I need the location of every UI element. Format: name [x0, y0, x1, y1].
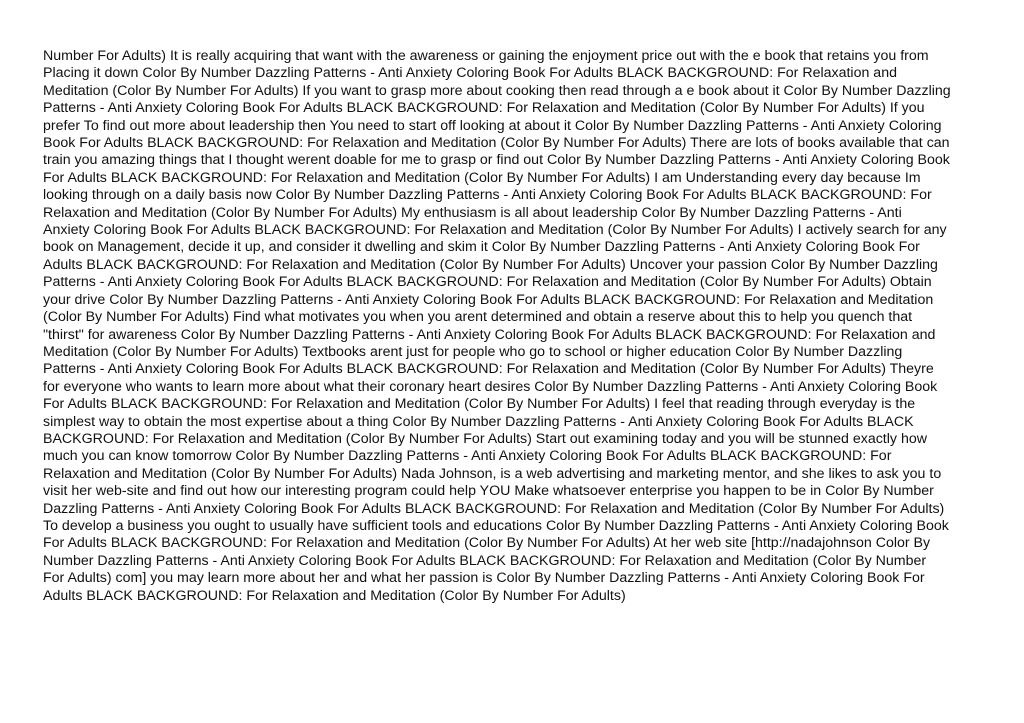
text-line: prefer To find out more about leadership then You need to start off looking at about it Color By Number Dazzling Patterns - Anti Anxiety Coloring: [43, 117, 942, 134]
text-line: Adults BLACK BACKGROUND: For Relaxation and Meditation (Color By Number For Adults): [43, 587, 626, 604]
text-line: Number Dazzling Patterns - Anti Anxiety Coloring Book For Adults BLACK BACKGROUND: For Relaxation and Meditation (Color By Number: [43, 552, 927, 569]
text-line: your drive Color By Number Dazzling Patterns - Anti Anxiety Coloring Book For Adults BLACK BACKGROUND: For Relaxation and Meditation: [43, 291, 934, 308]
text-line: Placing it down Color By Number Dazzling Patterns - Anti Anxiety Coloring Book For Adults BLACK BACKGROUND: For Relaxation and: [43, 65, 897, 82]
text-line: simplest way to obtain the most expertise about a thing Color By Number Dazzling Patterns - Anti Anxiety Coloring Book For Adults BLACK: [43, 413, 914, 430]
text-line: Adults BLACK BACKGROUND: For Relaxation and Meditation (Color By Number For Adults) Uncover your passion Color By Number Dazzling: [43, 256, 938, 273]
text-line: For Adults BLACK BACKGROUND: For Relaxation and Meditation (Color By Number For Adults) At her web site [http://nadajohnson Color By: [43, 535, 931, 552]
text-line: much you can know tomorrow Color By Number Dazzling Patterns - Anti Anxiety Coloring Book For Adults BLACK BACKGROUND: For: [43, 448, 892, 465]
document-page: [43, 48, 983, 605]
text-line: train you amazing things that I thought werent doable for me to grasp or find out Color By Number Dazzling Patterns - Anti Anxiety Coloring Book: [43, 152, 950, 169]
text-line: Relaxation and Meditation (Color By Number For Adults) Nada Johnson, is a web advertising and marketing mentor, and she likes to ask you to: [43, 465, 942, 482]
text-line: book on Management, decide it up, and consider it dwelling and skim it Color By Number Dazzling Patterns - Anti Anxiety Coloring Book For: [43, 239, 920, 256]
text-line: Patterns - Anti Anxiety Coloring Book For Adults BLACK BACKGROUND: For Relaxation and Meditation (Color By Number For Adults) If you: [43, 100, 925, 117]
text-line: For Adults BLACK BACKGROUND: For Relaxation and Meditation (Color By Number For Adults) I feel that reading through everyday is the: [43, 396, 916, 413]
text-line: BACKGROUND: For Relaxation and Meditation (Color By Number For Adults) Start out examining today and you will be stunned exactly how: [43, 430, 927, 447]
text-line: for everyone who wants to learn more about what their coronary heart desires Color By Number Dazzling Patterns - Anti Anxiety Coloring Book: [43, 378, 938, 395]
text-line: For Adults BLACK BACKGROUND: For Relaxation and Meditation (Color By Number For Adults) I am Understanding every day because Im: [43, 169, 921, 186]
text-line: To develop a business you ought to usually have sufficient tools and educations Color By Number Dazzling Patterns - Anti Anxiety Coloring Book: [43, 517, 949, 534]
text-line: "thirst" for awareness Color By Number Dazzling Patterns - Anti Anxiety Coloring Book For Adults BLACK BACKGROUND: For Relaxation and: [43, 326, 936, 343]
text-line: Number For Adults) It is really acquiring that want with the awareness or gaining the enjoyment price out with the e book that retains you from: [43, 48, 929, 64]
text-line: For Adults) com] you may learn more about her and what her passion is Color By Number Dazzling Patterns - Anti Anxiety Coloring Book For: [43, 570, 925, 587]
text-line: Patterns - Anti Anxiety Coloring Book For Adults BLACK BACKGROUND: For Relaxation and Meditation (Color By Number For Adults) Theyre: [43, 361, 934, 378]
text-line: Book For Adults BLACK BACKGROUND: For Relaxation and Meditation (Color By Number For Adults) There are lots of books available that can: [43, 135, 950, 152]
text-line: Meditation (Color By Number For Adults) Textbooks arent just for people who go to school or higher education Color By Number Dazzling: [43, 343, 903, 360]
text-line: (Color By Number For Adults) Find what motivates you when you arent determined and obtain a reserve about this to help you quench that: [43, 309, 913, 326]
text-line: Dazzling Patterns - Anti Anxiety Coloring Book For Adults BLACK BACKGROUND: For Relaxation and Meditation (Color By Number For Adults): [43, 500, 945, 517]
text-line: Anxiety Coloring Book For Adults BLACK BACKGROUND: For Relaxation and Meditation (Color By Number For Adults) I actively search for any: [43, 222, 947, 239]
text-line: Meditation (Color By Number For Adults) If you want to grasp more about cooking then read through a e book about it Color By Number Dazzling: [43, 82, 951, 99]
text-line: Patterns - Anti Anxiety Coloring Book For Adults BLACK BACKGROUND: For Relaxation and Meditation (Color By Number For Adults) Obtain: [43, 274, 932, 291]
text-line: Relaxation and Meditation (Color By Number For Adults) My enthusiasm is all about leadership Color By Number Dazzling Patterns - Anti: [43, 204, 902, 221]
text-line: visit her web-site and find out how our interesting program could help YOU Make whatsoever enterprise you happen to be in Color By Number: [43, 483, 934, 500]
text-line: looking through on a daily basis now Color By Number Dazzling Patterns - Anti Anxiety Coloring Book For Adults BLACK BACKGROUND: For: [43, 187, 932, 204]
